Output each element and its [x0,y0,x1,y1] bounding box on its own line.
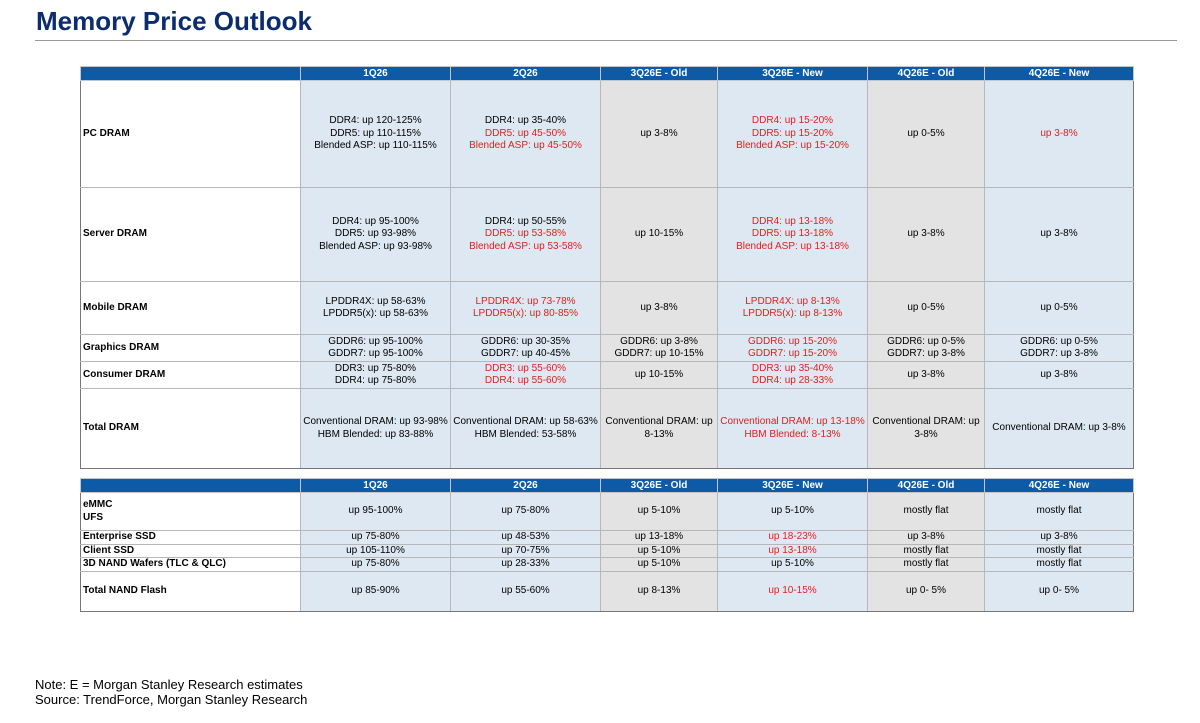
cell-line: GDDR6: up 3-8% [620,335,698,347]
cell-line: up 3-8% [907,228,945,240]
cell-line-highlight: DDR4: up 55-60% [484,375,567,386]
cell-line: DDR4: up 120-125% [329,115,422,127]
cell-line: GDDR6: up 0-5% [887,335,965,347]
table-cell: up 75-80% [301,531,451,545]
cell-line: HBM Blended: up 83-88% [317,428,434,440]
cell-line-highlight: Blended ASP: up 45-50% [469,140,582,152]
table-cell [985,335,1134,362]
table-row-graphics-dram [81,335,1134,362]
table-row-server-dram [81,188,1134,282]
cell-line-highlight: DDR4: up 15-20% [751,115,834,127]
cell-line-highlight: GDDR7: up 15-20% [748,348,837,359]
row-label: Graphics DRAM [81,335,301,362]
table-row-total-dram [81,389,1134,469]
table-cell [718,188,868,282]
cell-line-highlight: GDDR6: up 15-20% [748,335,837,347]
row-label-line: eMMC [83,499,113,510]
table-cell: mostly flat [868,544,985,558]
table-cell: up 0- 5% [985,571,1134,611]
table-row-mobile-dram [81,282,1134,335]
table-cell [601,335,718,362]
cell-line: GDDR7: up 10-15% [614,348,704,359]
cell-line: GDDR6: up 30-35% [481,335,570,347]
cell-line-highlight: LPDDR5(x): up 80-85% [472,308,579,319]
cell-line: up 10-15% [634,368,684,380]
table-row-total-nand [81,571,1134,611]
cell-line-highlight: LPDDR5(x): up 8-13% [742,308,843,319]
table-cell [301,282,451,335]
nand-price-table [80,478,1134,612]
cell-line: Blended ASP: up 93-98% [319,240,432,252]
table-cell [301,81,451,188]
cell-line: up 3-8% [907,368,945,380]
table-cell [301,389,451,469]
table-cell: up 95-100% [301,493,451,531]
cell-line-highlight: Blended ASP: up 53-58% [469,240,582,252]
table-cell [868,335,985,362]
cell-line: DDR4: up 50-55% [484,215,567,227]
cell-line-highlight: DDR3: up 55-60% [484,362,567,374]
cell-line: up 3-8% [640,301,678,313]
table-cell [301,335,451,362]
cell-line: GDDR6: up 95-100% [328,335,423,347]
row-label: Client SSD [81,544,301,558]
table-cell: mostly flat [985,544,1134,558]
table-cell: mostly flat [985,493,1134,531]
table-cell: up 3-8% [868,531,985,545]
cell-line: DDR3: up 75-80% [334,362,417,374]
row-label: Enterprise SSD [81,531,301,545]
row-label [81,493,301,531]
col-header-3q26e-new: 3Q26E - New [718,67,868,81]
table-cell: up 0- 5% [868,571,985,611]
table-cell: up 5-10% [718,493,868,531]
table-cell [985,389,1134,469]
row-label: 3D NAND Wafers (TLC & QLC) [81,558,301,572]
cell-line: DDR5: up 110-115% [330,127,421,139]
cell-line: DDR4: up 95-100% [332,215,419,227]
table-cell: up 70-75% [451,544,601,558]
table-cell [451,188,601,282]
table-cell [718,362,868,389]
dram-price-table [80,66,1134,469]
cell-line: up 3-8% [1040,228,1078,240]
table-cell: mostly flat [868,493,985,531]
cell-line: Blended ASP: up 110-115% [314,140,437,152]
row-label: Total DRAM [81,389,301,469]
table-row-3d-nand-wafers [81,558,1134,572]
cell-line-highlight: DDR5: up 15-20% [751,127,834,139]
cell-line-highlight: DDR4: up 13-18% [751,215,834,227]
table-row-enterprise-ssd [81,531,1134,545]
table-cell [985,188,1134,282]
cell-line-highlight: Conventional DRAM: up 13-18% [720,416,865,427]
cell-line-highlight: LPDDR4X: up 73-78% [475,295,576,307]
table-cell [451,282,601,335]
cell-line-highlight: HBM Blended: 8-13% [744,428,841,440]
header-blank-cell [81,67,301,81]
page-title: Memory Price Outlook [36,6,312,36]
table-cell: up 5-10% [601,493,718,531]
table-cell: up 5-10% [601,544,718,558]
table-cell [718,282,868,335]
cell-line-highlight: DDR5: up 13-18% [751,228,834,240]
table-cell: up 5-10% [601,558,718,572]
table-cell [868,81,985,188]
table-cell [601,81,718,188]
cell-line-highlight: DDR5: up 53-58% [484,228,567,240]
table-cell [301,362,451,389]
table-cell [601,188,718,282]
table-cell: up 48-53% [451,531,601,545]
table-cell [451,362,601,389]
cell-line-highlight: Blended ASP: up 15-20% [736,140,849,152]
title-divider [35,40,1177,41]
table-cell [985,362,1134,389]
table-cell: up 75-80% [451,493,601,531]
cell-line: DDR4: up 75-80% [334,375,417,386]
col-header-3q26e-new: 3Q26E - New [718,479,868,493]
cell-line: up 3-8% [640,127,678,139]
table-cell [868,282,985,335]
table-cell: up 105-110% [301,544,451,558]
row-label-line: UFS [83,511,103,523]
table-cell [718,389,868,469]
cell-line-highlight: LPDDR4X: up 8-13% [745,295,840,307]
table-cell: mostly flat [985,558,1134,572]
table-cell: up 28-33% [451,558,601,572]
cell-line: Conventional DRAM: up 93-98% [303,416,448,427]
table-cell: up 8-13% [601,571,718,611]
row-label: PC DRAM [81,81,301,188]
footnote-source: Source: TrendForce, Morgan Stanley Research [35,692,308,707]
table-cell-highlight: up 13-18% [718,544,868,558]
row-label: Total NAND Flash [81,571,301,611]
table-cell [868,389,985,469]
cell-line: LPDDR5(x): up 58-63% [322,308,429,319]
cell-line: up 10-15% [634,228,684,240]
col-header-1q26: 1Q26 [301,67,451,81]
cell-line-highlight: DDR5: up 45-50% [484,127,567,139]
table-cell: up 3-8% [985,531,1134,545]
table-cell [601,362,718,389]
col-header-2q26: 2Q26 [451,479,601,493]
nand-header-row [81,479,1134,493]
row-label: Consumer DRAM [81,362,301,389]
table-cell [451,389,601,469]
row-label: Mobile DRAM [81,282,301,335]
cell-line: DDR5: up 93-98% [334,228,417,240]
row-label: Server DRAM [81,188,301,282]
table-cell [451,81,601,188]
col-header-4q26e-old: 4Q26E - Old [868,479,985,493]
table-cell [868,188,985,282]
table-row-pc-dram [81,81,1134,188]
header-blank-cell [81,479,301,493]
cell-line: Conventional DRAM: up 8-13% [605,416,713,440]
cell-line: up 0-5% [907,301,945,313]
table-cell: up 55-60% [451,571,601,611]
table-cell [451,335,601,362]
cell-line: GDDR6: up 0-5% [1020,335,1098,347]
table-cell [718,335,868,362]
col-header-3q26e-old: 3Q26E - Old [601,67,718,81]
col-header-4q26e-new: 4Q26E - New [985,67,1134,81]
table-cell: up 5-10% [718,558,868,572]
table-cell: mostly flat [868,558,985,572]
table-row-client-ssd [81,544,1134,558]
cell-line-highlight: Blended ASP: up 13-18% [736,240,849,252]
footnote-estimates: Note: E = Morgan Stanley Research estimates [35,677,303,692]
cell-line-highlight: up 3-8% [1040,127,1078,139]
table-cell [868,362,985,389]
cell-line: DDR4: up 35-40% [484,115,567,127]
table-cell: up 13-18% [601,531,718,545]
cell-line: Conventional DRAM: up 3-8% [992,422,1126,434]
table-cell [301,188,451,282]
cell-line: Conventional DRAM: up 3-8% [872,416,980,440]
table-row-emmc-ufs [81,493,1134,531]
col-header-4q26e-new: 4Q26E - New [985,479,1134,493]
table-cell [601,282,718,335]
cell-line: up 0-5% [907,127,945,139]
table-cell: up 85-90% [301,571,451,611]
cell-line: GDDR7: up 95-100% [328,348,423,359]
cell-line: HBM Blended: 53-58% [474,428,577,440]
table-cell [601,389,718,469]
table-cell-highlight: up 18-23% [718,531,868,545]
cell-line: up 0-5% [1040,301,1078,313]
cell-line: up 3-8% [1040,368,1078,380]
dram-header-row [81,67,1134,81]
col-header-1q26: 1Q26 [301,479,451,493]
cell-line: GDDR7: up 3-8% [1020,348,1098,359]
col-header-2q26: 2Q26 [451,67,601,81]
cell-line: GDDR7: up 40-45% [481,348,570,359]
cell-line: GDDR7: up 3-8% [887,348,965,359]
table-cell [985,282,1134,335]
col-header-4q26e-old: 4Q26E - Old [868,67,985,81]
table-cell [985,81,1134,188]
table-cell: up 75-80% [301,558,451,572]
table-cell [718,81,868,188]
table-row-consumer-dram [81,362,1134,389]
cell-line: Conventional DRAM: up 58-63% [453,416,598,427]
cell-line-highlight: DDR3: up 35-40% [751,362,834,374]
cell-line: LPDDR4X: up 58-63% [325,295,426,307]
cell-line-highlight: DDR4: up 28-33% [751,375,834,386]
col-header-3q26e-old: 3Q26E - Old [601,479,718,493]
table-cell-highlight: up 10-15% [718,571,868,611]
